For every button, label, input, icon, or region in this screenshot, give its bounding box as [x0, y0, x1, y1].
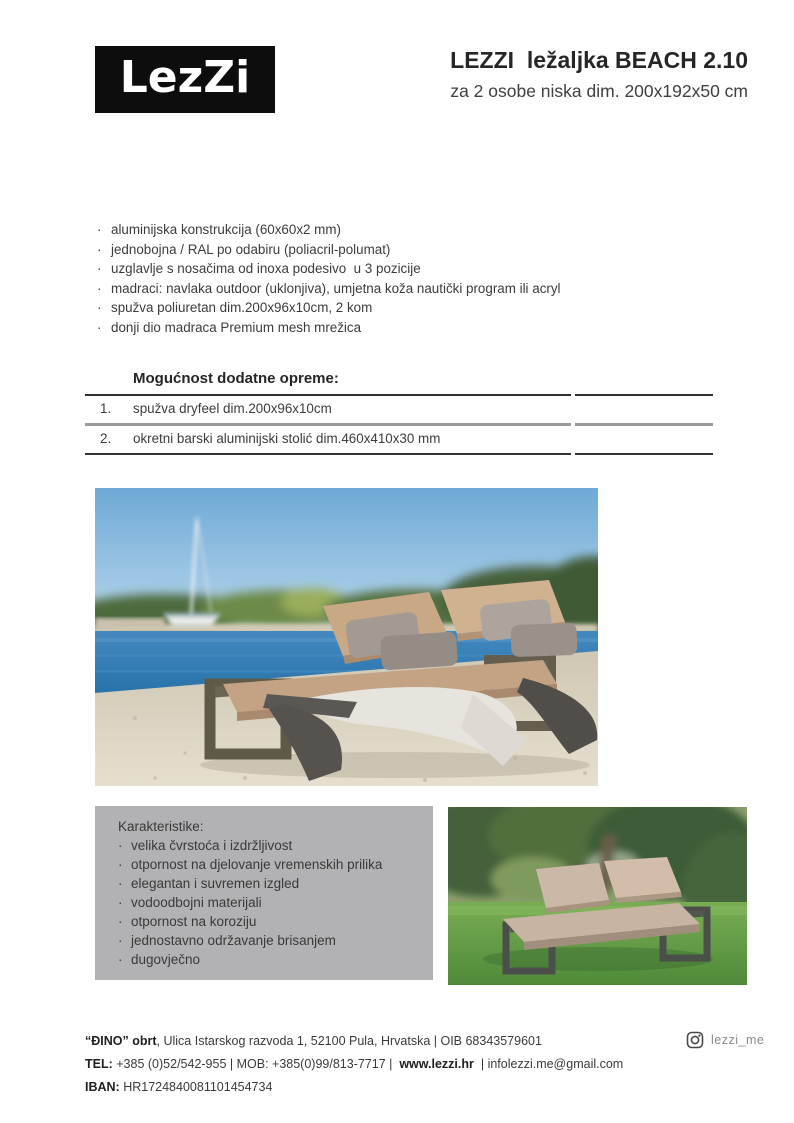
- page-subtitle: za 2 osobe niska dim. 200x192x50 cm: [450, 81, 748, 101]
- row-side-cell: [575, 426, 713, 455]
- bullet-icon: ·: [118, 952, 123, 967]
- feature-list: [97, 220, 697, 338]
- characteristic-text: elegantan i suvremen izgled: [131, 876, 300, 891]
- company-address: , Ulica Istarskog razvoda 1, 52100 Pula, Hrvatska | OIB 68343579601: [156, 1034, 542, 1048]
- footer-contact-line: [85, 1053, 725, 1076]
- bullet-icon: ·: [97, 222, 102, 237]
- lezzi-logo-text: LezZi: [119, 51, 251, 103]
- title-block: [450, 47, 748, 102]
- tel-label: TEL:: [85, 1057, 113, 1071]
- bullet-icon: ·: [97, 300, 102, 316]
- characteristic-item: [118, 893, 419, 912]
- bullet-icon: ·: [97, 241, 102, 257]
- characteristic-text: dugovječno: [131, 952, 201, 967]
- feature-text: aluminijska konstrukcija (60x60x2 mm): [111, 222, 341, 237]
- feature-item: [97, 298, 697, 318]
- row-description: spužva dryfeel dim.200x96x10cm: [133, 401, 332, 416]
- bullet-icon: ·: [118, 895, 123, 910]
- website-link[interactable]: www.lezzi.hr: [399, 1057, 474, 1071]
- characteristic-item: [118, 855, 419, 874]
- accessories-heading: Mogućnost dodatne opreme:: [85, 367, 571, 396]
- bullet-icon: ·: [97, 261, 102, 277]
- characteristic-text: velika čvrstoća i izdržljivost: [131, 838, 293, 853]
- bullet-icon: ·: [118, 876, 123, 891]
- feature-item: [97, 220, 697, 240]
- bullet-icon: ·: [118, 857, 123, 872]
- beach-lounger-photo: [95, 488, 598, 786]
- feature-item: [97, 279, 697, 299]
- feature-item: [97, 318, 697, 338]
- feature-text: uzglavlje s nosačima od inoxa podesivo u 3 pozicije: [111, 261, 421, 277]
- company-name: “ĐINO” obrt: [85, 1034, 157, 1048]
- instagram-block: [686, 1031, 764, 1049]
- characteristic-text: otpornost na djelovanje vremenskih prilika: [131, 857, 383, 872]
- footer-iban-line: [85, 1076, 725, 1099]
- page-title: LEZZI ležaljka BEACH 2.10: [450, 47, 748, 73]
- row-side-cell: [575, 396, 713, 426]
- left-backrest-cushion: [536, 863, 609, 908]
- bullet-icon: ·: [118, 933, 123, 948]
- garden-lounger-photo: [448, 807, 747, 985]
- accessories-table: [85, 367, 713, 455]
- footer-company-line: [85, 1030, 725, 1053]
- row-description: okretni barski aluminijski stolić dim.460x410x30 mm: [133, 431, 441, 446]
- accessories-header-side-cell: [575, 367, 713, 396]
- right-backrest-cushion: [604, 857, 681, 898]
- bullet-icon: ·: [97, 280, 102, 296]
- feature-text: donji dio madraca Premium mesh mrežica: [111, 319, 362, 335]
- characteristics-box: [95, 806, 433, 980]
- iban-label: IBAN:: [85, 1080, 120, 1094]
- bullet-icon: ·: [118, 914, 123, 929]
- row-number: 2.: [100, 431, 112, 446]
- table-row: [85, 426, 713, 455]
- footer: [85, 1030, 725, 1099]
- characteristic-item: [118, 836, 419, 855]
- lezzi-logo: [95, 46, 275, 113]
- characteristic-text: jednostavno održavanje brisanjem: [131, 933, 336, 948]
- bullet-icon: ·: [118, 838, 123, 853]
- feature-text: madraci: navlaka outdoor (uklonjiva), umjetna koža nautički program ili acryl: [111, 280, 561, 296]
- characteristic-text: vodoodbojni materijali: [131, 895, 262, 910]
- instagram-handle[interactable]: lezzi_me: [711, 1033, 765, 1047]
- characteristic-item: [118, 931, 419, 950]
- characteristics-heading: Karakteristike:: [118, 819, 204, 834]
- phone-numbers: +385 (0)52/542-955 | MOB: +385(0)99/813-7717 |: [112, 1057, 400, 1071]
- characteristic-text: otpornost na koroziju: [131, 914, 257, 929]
- feature-item: [97, 259, 697, 279]
- characteristic-item: [118, 874, 419, 893]
- separator: |: [473, 1057, 488, 1071]
- bullet-icon: ·: [97, 319, 102, 335]
- characteristic-item: [118, 912, 419, 931]
- iban-number: HR1724840081101454734: [119, 1080, 273, 1094]
- email-link[interactable]: infolezzi.me@gmail.com: [487, 1057, 624, 1071]
- feature-item: [97, 240, 697, 260]
- characteristic-item: [118, 950, 419, 969]
- feature-text: spužva poliuretan dim.200x96x10cm, 2 kom: [111, 300, 373, 316]
- feature-text: jednobojna / RAL po odabiru (poliacril-polumat): [111, 241, 391, 257]
- row-number: 1.: [100, 401, 112, 416]
- table-row: [85, 396, 713, 426]
- instagram-icon[interactable]: [686, 1031, 704, 1049]
- accessories-header-row: [85, 367, 713, 396]
